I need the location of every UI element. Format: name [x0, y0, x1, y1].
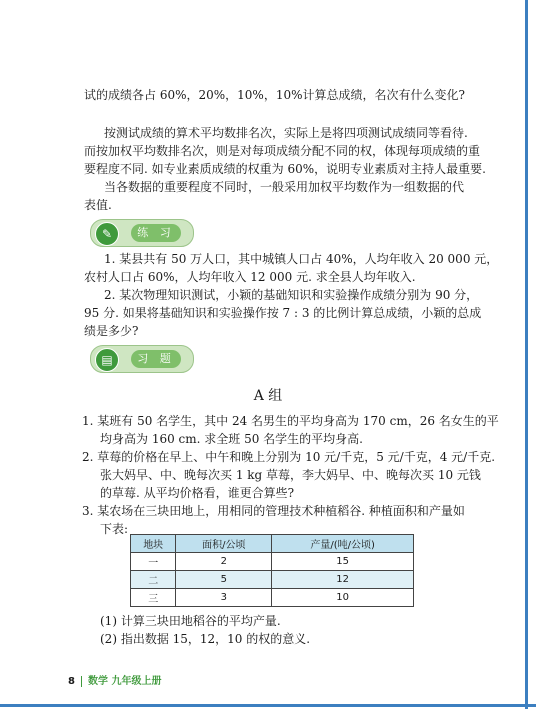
- practice-line: 绩是多少?: [84, 324, 139, 338]
- table-cell: 12: [272, 571, 414, 589]
- practice-line: 1. 某县共有 50 万人口，其中城镇人口占 40%，人均年收入 20 000 元，: [104, 252, 499, 266]
- table-cell: 3: [176, 589, 272, 607]
- exercise-line: 下表:: [100, 522, 129, 536]
- page-border-right: [525, 0, 528, 709]
- table-header-cell: 面积/公顷: [176, 535, 272, 553]
- practice-line: 2. 某次物理知识测试，小颖的基础知识和实验操作成绩分别为 90 分，: [104, 288, 479, 302]
- text-line: 表值.: [84, 198, 112, 212]
- practice-badge-label: 练 习: [131, 224, 181, 242]
- table-cell: 三: [131, 589, 176, 607]
- table-cell: 5: [176, 571, 272, 589]
- page-number: 8: [68, 676, 75, 687]
- table-header-row: [131, 535, 414, 553]
- table-cell: 15: [272, 553, 414, 571]
- table-cell: 一: [131, 553, 176, 571]
- table-row: [131, 553, 414, 571]
- page-footer: [68, 672, 161, 687]
- practice-line: 农村人口占 60%，人均年收入 12 000 元. 求全县人均年收入.: [84, 270, 416, 284]
- table-row: [131, 571, 414, 589]
- exercise-line: 1. 某班有 50 名学生，其中 24 名男生的平均身高为 170 cm，26 名女生的平: [82, 414, 499, 428]
- subquestion-line: (1) 计算三块田地稻谷的平均产量.: [100, 614, 281, 628]
- yield-table: [130, 534, 414, 607]
- table-header-cell: 产量/(吨/公顷): [272, 535, 414, 553]
- text-line: 按测试成绩的算术平均数排名次，实际上是将四项测试成绩同等看待.: [104, 126, 468, 140]
- text-line: 当各数据的重要程度不同时，一般采用加权平均数作为一组数据的代: [104, 180, 465, 194]
- page-border-bottom: [0, 704, 536, 707]
- notebook-icon: ▤: [95, 348, 119, 372]
- practice-line: 95 分. 如果将基础知识和实验操作按 7 : 3 的比例计算总成绩，小颖的总成: [84, 306, 482, 320]
- table-header-cell: 地块: [131, 535, 176, 553]
- exercise-line: 2. 草莓的价格在早上、中午和晚上分别为 10 元/千克，5 元/千克，4 元/千克.: [82, 450, 496, 464]
- text-line: 试的成绩各占 60%，20%，10%，10%计算总成绩，名次有什么变化?: [84, 88, 465, 102]
- exercise-line: 3. 某农场在三块田地上，用相同的管理技术种植稻谷. 种植面积和产量如: [82, 504, 465, 518]
- group-title: A 组: [253, 388, 283, 404]
- subquestion-line: (2) 指出数据 15，12，10 的权的意义.: [100, 632, 311, 646]
- exercise-badge-label: 习 题: [131, 350, 181, 368]
- practice-badge: [90, 219, 194, 247]
- text-line: 而按加权平均数排名次，则是对每项成绩分配不同的权，体现每项成绩的重: [84, 144, 481, 158]
- exercise-line: 的草莓. 从平均价格看，谁更合算些?: [100, 486, 295, 500]
- book-title: 数学 九年级上册: [87, 676, 162, 687]
- table-cell: 10: [272, 589, 414, 607]
- text-line: 要程度不同. 如专业素质成绩的权重为 60%，说明专业素质对主持人最重要.: [84, 162, 486, 176]
- pencil-icon: ✎: [95, 222, 119, 246]
- exercise-line: 张大妈早、中、晚每次买 1 kg 草莓，李大妈早、中、晚每次买 10 元钱: [100, 468, 481, 482]
- exercise-badge: [90, 345, 194, 373]
- table-row: [131, 589, 414, 607]
- table-cell: 2: [176, 553, 272, 571]
- exercise-line: 均身高为 160 cm. 求全班 50 名学生的平均身高.: [100, 432, 363, 446]
- footer-divider: [81, 676, 82, 687]
- table-cell: 二: [131, 571, 176, 589]
